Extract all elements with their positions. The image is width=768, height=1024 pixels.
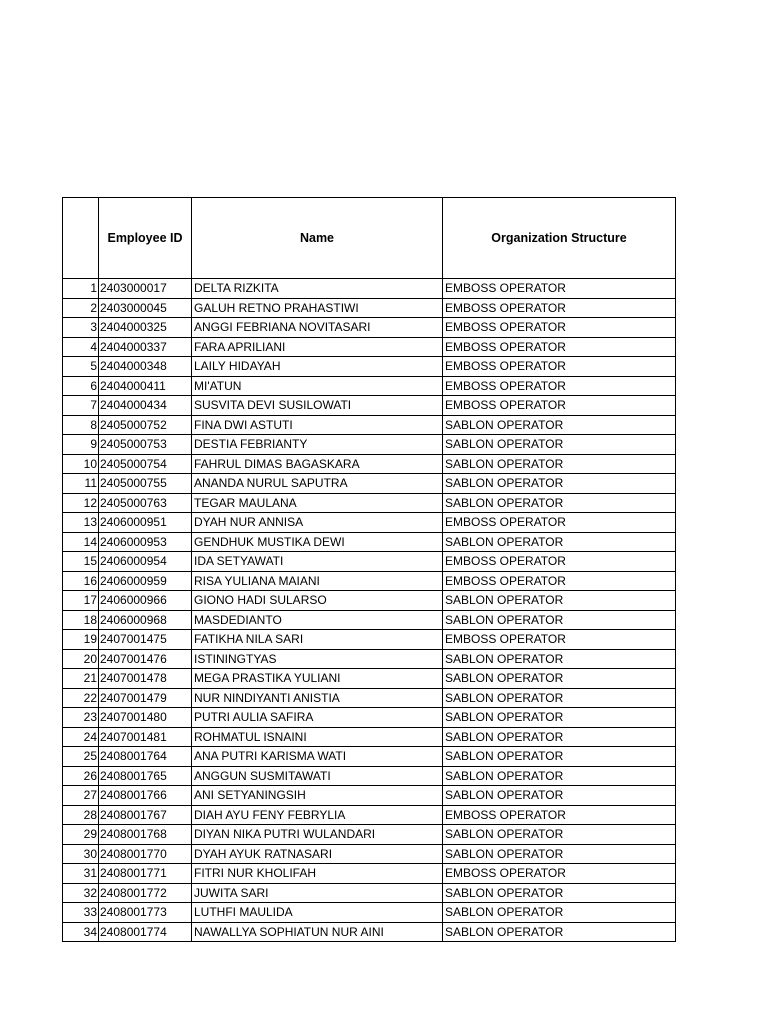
organization-cell: SABLON OPERATOR xyxy=(443,669,676,689)
name-cell: FATIKHA NILA SARI xyxy=(192,630,443,650)
name-cell: LUTHFI MAULIDA xyxy=(192,903,443,923)
name-cell: GALUH RETNO PRAHASTIWI xyxy=(192,298,443,318)
organization-cell: SABLON OPERATOR xyxy=(443,591,676,611)
table-row xyxy=(63,298,676,318)
table-row xyxy=(63,337,676,357)
row-number-cell: 16 xyxy=(63,571,99,591)
table-row xyxy=(63,474,676,494)
organization-cell: EMBOSS OPERATOR xyxy=(443,805,676,825)
name-cell: DYAH NUR ANNISA xyxy=(192,513,443,533)
organization-cell: SABLON OPERATOR xyxy=(443,883,676,903)
organization-cell: SABLON OPERATOR xyxy=(443,786,676,806)
row-number-cell: 5 xyxy=(63,357,99,377)
row-number-cell: 10 xyxy=(63,454,99,474)
name-cell: RISA YULIANA MAIANI xyxy=(192,571,443,591)
header-employee-id: Employee ID xyxy=(99,198,192,279)
employee-id-cell: 2406000966 xyxy=(99,591,192,611)
employee-id-cell: 2406000951 xyxy=(99,513,192,533)
organization-cell: EMBOSS OPERATOR xyxy=(443,357,676,377)
row-number-cell: 27 xyxy=(63,786,99,806)
name-cell: GENDHUK MUSTIKA DEWI xyxy=(192,532,443,552)
row-number-cell: 8 xyxy=(63,415,99,435)
name-cell: FITRI NUR KHOLIFAH xyxy=(192,864,443,884)
organization-cell: SABLON OPERATOR xyxy=(443,688,676,708)
organization-cell: SABLON OPERATOR xyxy=(443,727,676,747)
row-number-cell: 12 xyxy=(63,493,99,513)
employee-id-cell: 2408001768 xyxy=(99,825,192,845)
organization-cell: EMBOSS OPERATOR xyxy=(443,513,676,533)
organization-cell: SABLON OPERATOR xyxy=(443,532,676,552)
organization-cell: SABLON OPERATOR xyxy=(443,610,676,630)
organization-cell: SABLON OPERATOR xyxy=(443,474,676,494)
employee-table xyxy=(62,197,676,942)
employee-id-cell: 2405000755 xyxy=(99,474,192,494)
name-cell: DIYAN NIKA PUTRI WULANDARI xyxy=(192,825,443,845)
name-cell: NAWALLYA SOPHIATUN NUR AINI xyxy=(192,922,443,942)
row-number-cell: 1 xyxy=(63,279,99,299)
row-number-cell: 4 xyxy=(63,337,99,357)
row-number-cell: 18 xyxy=(63,610,99,630)
employee-id-cell: 2404000434 xyxy=(99,396,192,416)
table-row xyxy=(63,805,676,825)
employee-id-cell: 2404000348 xyxy=(99,357,192,377)
name-cell: ANA PUTRI KARISMA WATI xyxy=(192,747,443,767)
employee-id-cell: 2407001475 xyxy=(99,630,192,650)
table-row xyxy=(63,630,676,650)
organization-cell: EMBOSS OPERATOR xyxy=(443,396,676,416)
employee-id-cell: 2406000953 xyxy=(99,532,192,552)
name-cell: FARA APRILIANI xyxy=(192,337,443,357)
row-number-cell: 30 xyxy=(63,844,99,864)
row-number-cell: 3 xyxy=(63,318,99,338)
employee-sheet xyxy=(62,197,675,942)
table-row xyxy=(63,825,676,845)
row-number-cell: 19 xyxy=(63,630,99,650)
row-number-cell: 34 xyxy=(63,922,99,942)
table-row xyxy=(63,454,676,474)
row-number-cell: 32 xyxy=(63,883,99,903)
employee-id-cell: 2405000753 xyxy=(99,435,192,455)
employee-id-cell: 2404000337 xyxy=(99,337,192,357)
organization-cell: SABLON OPERATOR xyxy=(443,922,676,942)
table-row xyxy=(63,571,676,591)
organization-cell: SABLON OPERATOR xyxy=(443,493,676,513)
table-row xyxy=(63,493,676,513)
row-number-cell: 33 xyxy=(63,903,99,923)
row-number-cell: 17 xyxy=(63,591,99,611)
header-name: Name xyxy=(192,198,443,279)
name-cell: DIAH AYU FENY FEBRYLIA xyxy=(192,805,443,825)
row-number-cell: 22 xyxy=(63,688,99,708)
table-row xyxy=(63,357,676,377)
name-cell: FAHRUL DIMAS BAGASKARA xyxy=(192,454,443,474)
table-body xyxy=(63,279,676,942)
organization-cell: SABLON OPERATOR xyxy=(443,747,676,767)
name-cell: ISTININGTYAS xyxy=(192,649,443,669)
table-row xyxy=(63,396,676,416)
name-cell: ANI SETYANINGSIH xyxy=(192,786,443,806)
employee-id-cell: 2407001478 xyxy=(99,669,192,689)
employee-id-cell: 2407001480 xyxy=(99,708,192,728)
organization-cell: EMBOSS OPERATOR xyxy=(443,376,676,396)
employee-id-cell: 2404000411 xyxy=(99,376,192,396)
organization-cell: SABLON OPERATOR xyxy=(443,435,676,455)
name-cell: TEGAR MAULANA xyxy=(192,493,443,513)
table-row xyxy=(63,883,676,903)
row-number-cell: 31 xyxy=(63,864,99,884)
employee-id-cell: 2405000754 xyxy=(99,454,192,474)
organization-cell: EMBOSS OPERATOR xyxy=(443,552,676,572)
table-row xyxy=(63,708,676,728)
row-number-cell: 15 xyxy=(63,552,99,572)
employee-id-cell: 2408001766 xyxy=(99,786,192,806)
name-cell: IDA SETYAWATI xyxy=(192,552,443,572)
table-row xyxy=(63,610,676,630)
name-cell: DESTIA FEBRIANTY xyxy=(192,435,443,455)
name-cell: DYAH AYUK RATNASARI xyxy=(192,844,443,864)
employee-id-cell: 2408001773 xyxy=(99,903,192,923)
employee-id-cell: 2408001770 xyxy=(99,844,192,864)
table-row xyxy=(63,688,676,708)
row-number-cell: 28 xyxy=(63,805,99,825)
row-number-cell: 25 xyxy=(63,747,99,767)
name-cell: NUR NINDIYANTI ANISTIA xyxy=(192,688,443,708)
name-cell: ANANDA NURUL SAPUTRA xyxy=(192,474,443,494)
row-number-cell: 14 xyxy=(63,532,99,552)
employee-id-cell: 2408001765 xyxy=(99,766,192,786)
employee-id-cell: 2408001764 xyxy=(99,747,192,767)
employee-id-cell: 2404000325 xyxy=(99,318,192,338)
table-row xyxy=(63,532,676,552)
row-number-cell: 29 xyxy=(63,825,99,845)
employee-id-cell: 2408001774 xyxy=(99,922,192,942)
table-row xyxy=(63,669,676,689)
header-organization-structure: Organization Structure xyxy=(443,198,676,279)
employee-id-cell: 2406000968 xyxy=(99,610,192,630)
name-cell: ANGGI FEBRIANA NOVITASARI xyxy=(192,318,443,338)
table-row xyxy=(63,435,676,455)
table-row xyxy=(63,376,676,396)
name-cell: SUSVITA DEVI SUSILOWATI xyxy=(192,396,443,416)
table-row xyxy=(63,922,676,942)
employee-id-cell: 2407001476 xyxy=(99,649,192,669)
organization-cell: EMBOSS OPERATOR xyxy=(443,279,676,299)
row-number-cell: 26 xyxy=(63,766,99,786)
table-row xyxy=(63,279,676,299)
organization-cell: EMBOSS OPERATOR xyxy=(443,571,676,591)
name-cell: PUTRI AULIA SAFIRA xyxy=(192,708,443,728)
employee-id-cell: 2408001771 xyxy=(99,864,192,884)
employee-id-cell: 2408001767 xyxy=(99,805,192,825)
name-cell: GIONO HADI SULARSO xyxy=(192,591,443,611)
organization-cell: SABLON OPERATOR xyxy=(443,454,676,474)
row-number-cell: 21 xyxy=(63,669,99,689)
employee-id-cell: 2403000045 xyxy=(99,298,192,318)
employee-id-cell: 2406000959 xyxy=(99,571,192,591)
employee-id-cell: 2406000954 xyxy=(99,552,192,572)
table-row xyxy=(63,591,676,611)
row-number-cell: 7 xyxy=(63,396,99,416)
employee-id-cell: 2405000752 xyxy=(99,415,192,435)
organization-cell: EMBOSS OPERATOR xyxy=(443,864,676,884)
row-number-cell: 2 xyxy=(63,298,99,318)
table-row xyxy=(63,727,676,747)
row-number-cell: 11 xyxy=(63,474,99,494)
row-number-cell: 24 xyxy=(63,727,99,747)
name-cell: MEGA PRASTIKA YULIANI xyxy=(192,669,443,689)
organization-cell: SABLON OPERATOR xyxy=(443,903,676,923)
employee-id-cell: 2407001479 xyxy=(99,688,192,708)
table-row xyxy=(63,649,676,669)
name-cell: JUWITA SARI xyxy=(192,883,443,903)
employee-id-cell: 2405000763 xyxy=(99,493,192,513)
organization-cell: SABLON OPERATOR xyxy=(443,844,676,864)
table-row xyxy=(63,318,676,338)
organization-cell: EMBOSS OPERATOR xyxy=(443,630,676,650)
row-number-cell: 23 xyxy=(63,708,99,728)
table-row xyxy=(63,552,676,572)
employee-id-cell: 2408001772 xyxy=(99,883,192,903)
table-row xyxy=(63,415,676,435)
organization-cell: SABLON OPERATOR xyxy=(443,708,676,728)
table-row xyxy=(63,864,676,884)
employee-id-cell: 2407001481 xyxy=(99,727,192,747)
organization-cell: EMBOSS OPERATOR xyxy=(443,318,676,338)
name-cell: ANGGUN SUSMITAWATI xyxy=(192,766,443,786)
organization-cell: EMBOSS OPERATOR xyxy=(443,298,676,318)
organization-cell: SABLON OPERATOR xyxy=(443,825,676,845)
row-number-cell: 6 xyxy=(63,376,99,396)
row-number-cell: 20 xyxy=(63,649,99,669)
name-cell: MI'ATUN xyxy=(192,376,443,396)
name-cell: DELTA RIZKITA xyxy=(192,279,443,299)
table-row xyxy=(63,844,676,864)
name-cell: FINA DWI ASTUTI xyxy=(192,415,443,435)
organization-cell: EMBOSS OPERATOR xyxy=(443,337,676,357)
table-row xyxy=(63,786,676,806)
table-header-row xyxy=(63,198,676,279)
organization-cell: SABLON OPERATOR xyxy=(443,415,676,435)
row-number-cell: 9 xyxy=(63,435,99,455)
name-cell: ROHMATUL ISNAINI xyxy=(192,727,443,747)
name-cell: MASDEDIANTO xyxy=(192,610,443,630)
employee-id-cell: 2403000017 xyxy=(99,279,192,299)
name-cell: LAILY HIDAYAH xyxy=(192,357,443,377)
table-row xyxy=(63,513,676,533)
table-row xyxy=(63,766,676,786)
organization-cell: SABLON OPERATOR xyxy=(443,649,676,669)
organization-cell: SABLON OPERATOR xyxy=(443,766,676,786)
table-row xyxy=(63,747,676,767)
table-row xyxy=(63,903,676,923)
row-number-cell: 13 xyxy=(63,513,99,533)
header-row-number xyxy=(63,198,99,279)
